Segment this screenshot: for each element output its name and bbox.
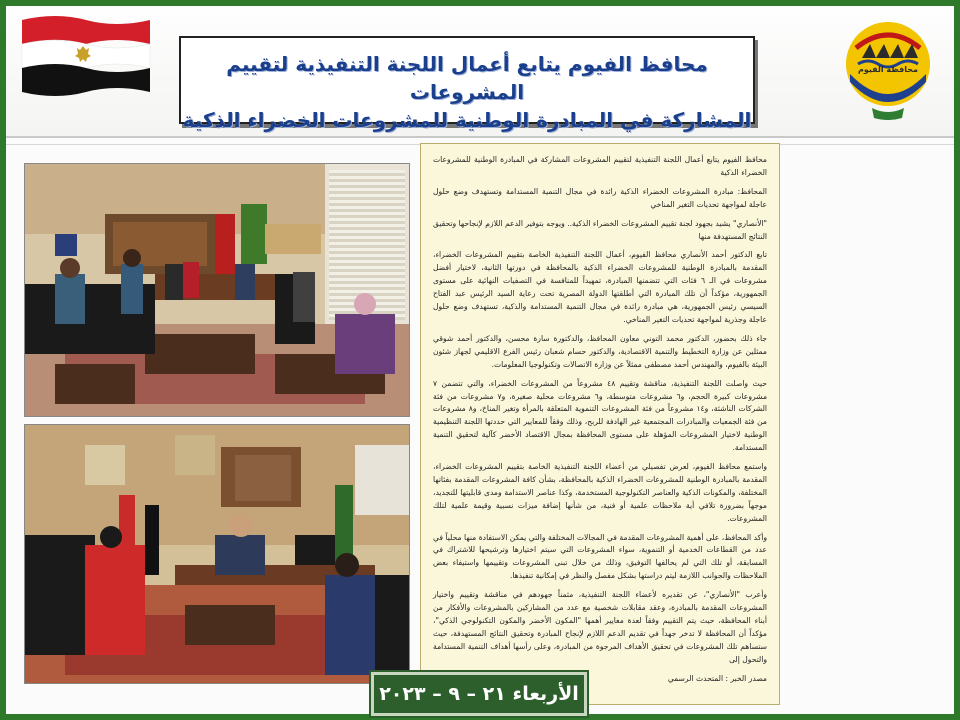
article-paragraph: واستمع محافظ الفيوم، لعرض تفصيلي من أعضاء اللجنة التنفيذية الخاصة بتقييم المشروعات الخضراء، المقدمة بالمبادرة الوطنية للمشروعات الخضراء الذكية بالمحافظة، بشأن كافة المشروعات المقدمة بفئاتها المختلفة، والمكونات الذكية والعناصر التكنولوجية المستخدمة، وكذا عناصر الاستدامة ومدى قابليتها للتجديد، موجهاً بضرورة تلافي أية ملاحظات علمية أو فنية، من شأنها إضافة ميزات نسبية وقيمة علمية لتلك المشروعات. — [433, 462, 767, 523]
news-source: مصدر الخبر : المتحدث الرسمي — [667, 673, 767, 683]
headline-line-1: محافظ الفيوم يتابع أعمال اللجنة التنفيذية لتقييم المشروعات — [226, 52, 708, 104]
meeting-photo-1 — [24, 163, 410, 417]
article-paragraph: "الأنصاري" يشيد بجهود لجنة تقييم المشروعات الخضراء الذكية.. ويوجه بتوفير الدعم اللازم لإنجاحها وتحقيق النتائج المستهدفة منها — [433, 218, 767, 241]
header-band — [6, 6, 954, 138]
meeting-photo-2 — [24, 424, 410, 684]
logo-text: محافظة الفيوم — [857, 65, 919, 74]
page-frame — [6, 6, 954, 714]
article-paragraph: حيث واصلت اللجنة التنفيذية، مناقشة وتقييم ٤٨ مشروعاً من المشروعات الخضراء، والتي تتضمن ٧ مشروعات كبيرة الحجم، و٦ مشروعات متوسطة، و٦ مشروعات محلية صغيرة، و٧ مشروعات من فئة الشركات الناشئة، و١٤ مشروعاً من فئة المشروعات التنموية المتعلقة بالمرأة وتغير المناخ، و٨ مشروعات من فئة الجمعيات والمبادرات المجتمعية غير الهادفة للربح، وذلك وفقاً للمعايير التي حددتها اللجنة التنظيمية الوطنية لاختيار المشروعات المؤهلة على مستوى المحافظة بمجال الاقتصاد الأخضر كآلية لتحقيق التنمية المستدامة. — [433, 378, 768, 453]
fayoum-governorate-logo — [842, 18, 934, 122]
article-paragraph: جاء ذلك بحضور، الدكتور محمد التوني معاون المحافظ، والدكتورة سارة محسن، والدكتور أحمد شوقي ممثلين عن وزارة التخطيط والتنمية الاقتصادية، والدكتور حسام شعبان رئيس الفرع الاقليمي لجهاز شئون البيئة بالفيوم، والمهندس أحمد مصطفى ممثلاً عن وزارة الاتصالات وتكنولوجيا المعلومات. — [433, 333, 767, 369]
article-paragraph: تابع الدكتور أحمد الأنصاري محافظ الفيوم، أعمال اللجنة التنفيذية الخاصة بتقييم المشروعات الخضراء، المقدمة بالمبادرة الوطنية للمشروعات الخضراء الذكية بالمحافظة في دورتها الثانية، لاختيار أفضل مشروعات في الـ ٦ فئات التي تتضمنها المبادرة، تمهيداً للمنافسة في التصفيات النهائية على مستوى الجمهورية، مؤكداً أن تلك المبادرة التي أطلقتها الدولة المصرية تحت رعاية السيد الرئيس عبد الفتاح السيسي رئيس الجمهورية، هي مبادرة رائدة في مجال التنمية المستدامة والذكية، تستهدف وضع حلول عاجلة وجذرية لمواجهة تحديات التغير المناخي. — [433, 250, 767, 324]
egypt-flag-image — [16, 12, 156, 98]
article-paragraph: المحافظ: مبادرة المشروعات الخضراء الذكية رائدة في مجال التنمية المستدامة وتستهدف وضع حلول عاجلة لمواجهة تحديات التغير المناخي — [433, 186, 767, 209]
article-text-panel — [420, 143, 780, 705]
article-paragraph: وأعرب "الأنصاري"، عن تقديره لأعضاء اللجنة التنفيذية، مثمناً جهودهم في مناقشة وتقييم واختيار المشروعات المقدمة بالمبادرة، وعقد مقابلات شخصية مع عدد من المشاركين بالمشروعات والأفكار من أبناء المحافظة، حيث يتم التقييم وفقاً لعدة معايير أهمها "المكون الأخضر والمكون التكنولوجي الذكي"، مؤكداً أن المحافظة لا تدخر جهداً في تقديم الدعم اللازم لإنجاح المبادرة وتحقيق النتائج المستهدفة، حيث ستساهم تلك المشروعات في تحقيق الأهداف المرجوة من المبادرة، وعلى رأسها أهداف التنمية المستدامة والتحول إلى — [433, 590, 767, 664]
date-text: الأربعاء ٢١ – ٩ – ٢٠٢٣ — [379, 683, 579, 705]
headline-box — [179, 36, 755, 132]
headline-line-2: المشاركة في المبادرة الوطنية للمشروعات الخضراء الذكية — [182, 108, 752, 132]
date-badge — [371, 672, 587, 716]
article-paragraph: وأكد المحافظ، على أهمية المشروعات المقدمة في المجالات المختلفة والتي يمكن الاستفادة منها محلياً في عدد من القطاعات الخدمية أو التنموية، سواء المشروعات التي سيتم اختيارها وترشيحها للاشتراك في المسابقة، أو تلك التي لم يحالفها التوفيق، وذلك من خلال تبنى المشروعات وتقييمها واستيفاء بعض الملاحظات والجوانب اللازمة ليتم دراستها بشكل مفصل والنظر في إمكانية تنفيذها. — [433, 532, 767, 581]
article-paragraph: محافظ الفيوم يتابع أعمال اللجنة التنفيذية لتقييم المشروعات المشاركة في المبادرة الوطنية للمشروعات الخضراء الذكية — [433, 155, 767, 177]
